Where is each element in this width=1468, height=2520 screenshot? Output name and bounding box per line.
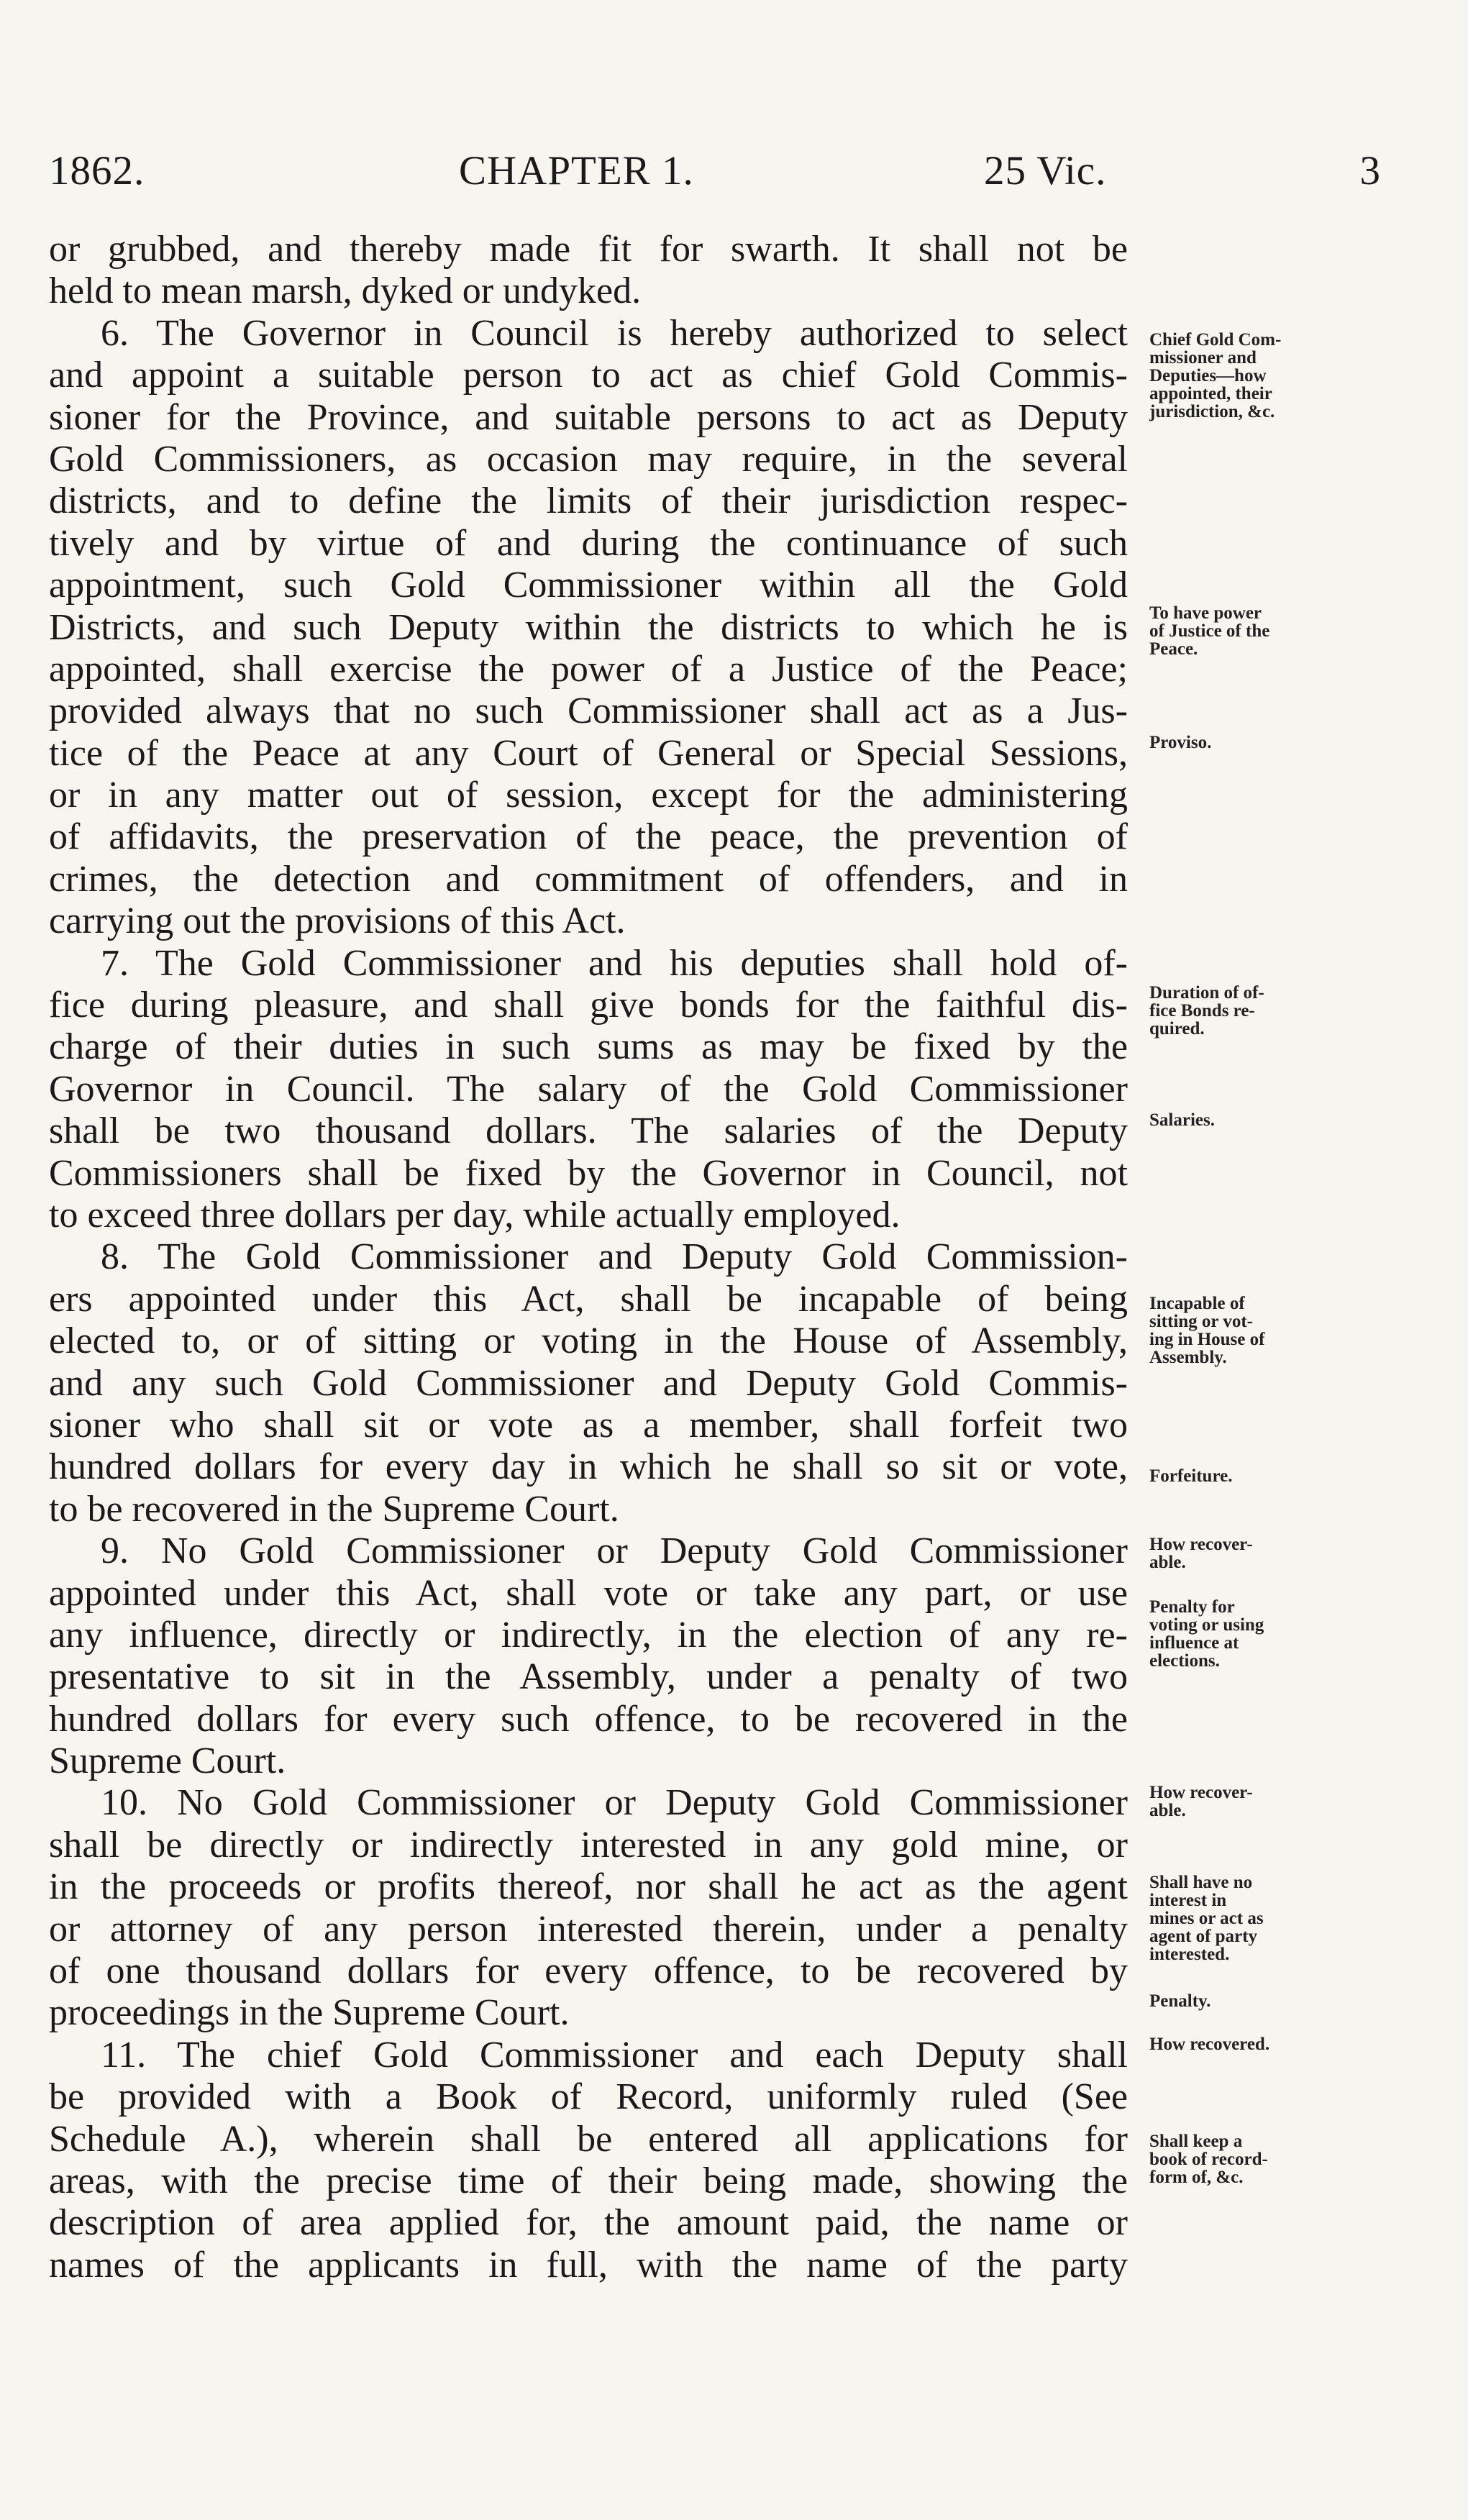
body-line: districts, and to define the limits of their jurisdiction respec- [49,480,1128,522]
body-line: proceedings in the Supreme Court. [49,1992,570,2034]
body-line: description of area applied for, the amount paid, the name or [49,2202,1128,2244]
body-line: 11. The chief Gold Commissioner and each Deputy shall [101,2034,1128,2076]
margin-note-line: Penalty for [1149,1597,1235,1617]
body-line: appointment, such Gold Commissioner within all the Gold [49,565,1128,606]
header-chapter: CHAPTER 1. [459,148,694,193]
body-line: Districts, and such Deputy within the districts to which he is [49,606,1128,648]
body-line: areas, with the precise time of their being made, showing the [49,2160,1128,2201]
running-head [49,147,1381,205]
margin-note-line: appointed, their [1149,384,1272,403]
body-line: to be recovered in the Supreme Court. [49,1488,619,1530]
body-line: presentative to sit in the Assembly, under a penalty of two [49,1656,1128,1698]
body-line: 6. The Governor in Council is hereby authorized to select [101,312,1128,354]
body-line: hundred dollars for every such offence, to be recovered in the [49,1698,1128,1740]
margin-note-line: Shall have no [1149,1873,1253,1892]
margin-note-line: Penalty. [1149,1991,1211,2011]
margin-note-line: sitting or vot- [1149,1312,1253,1331]
margin-note-line: Incapable of [1149,1294,1245,1313]
body-line: held to mean marsh, dyked or undyked. [49,270,642,312]
margin-note-line: book of record- [1149,2150,1268,2169]
margin-note-line: Forfeiture. [1149,1466,1233,1486]
margin-note [1149,604,1408,658]
margin-note [1149,2035,1408,2053]
margin-note-line: Deputies—how [1149,366,1267,385]
body-line: carrying out the provisions of this Act. [49,900,626,942]
body-line: of one thousand dollars for every offence, to be recovered by [49,1950,1128,1992]
body-line: Supreme Court. [49,1740,286,1782]
body-line: 7. The Gold Commissioner and his deputies shall hold of- [101,942,1128,984]
margin-note-line: elections. [1149,1651,1220,1671]
margin-note [1149,1784,1408,1820]
margin-note [1149,1535,1408,1571]
header-reign: 25 Vic. [984,148,1107,193]
body-line: Schedule A.), wherein shall be entered all applications for [49,2118,1128,2160]
margin-note [1149,1992,1408,2010]
body-line: fice during pleasure, and shall give bonds for the faithful dis- [49,985,1128,1026]
margin-note-line: Proviso. [1149,733,1212,752]
margin-note-line: Shall keep a [1149,2132,1243,2151]
margin-note [1149,1295,1408,1366]
body-line: shall be two thousand dollars. The salaries of the Deputy [49,1110,1128,1152]
margin-note-line: of Justice of the [1149,621,1270,641]
margin-note-line: Salaries. [1149,1110,1215,1130]
margin-note-line: To have power [1149,603,1262,623]
body-text [49,229,1128,2286]
body-line: hundred dollars for every day in which he shall so sit or vote, [49,1446,1128,1488]
margin-note-line: able. [1149,1553,1186,1572]
margin-note [1149,734,1408,752]
margin-note-line: able. [1149,1801,1186,1820]
body-line: appointed under this Act, shall vote or take any part, or use [49,1572,1128,1614]
margin-note-line: form of, &c. [1149,2168,1244,2187]
margin-note-line: How recover- [1149,1783,1253,1802]
body-line: to exceed three dollars per day, while actually employed. [49,1194,901,1236]
body-line: appointed, shall exercise the power of a Justice of the Peace; [49,648,1128,690]
body-line: 9. No Gold Commissioner or Deputy Gold Commissioner [101,1530,1128,1572]
margin-note [1149,331,1408,421]
margin-note [1149,1598,1408,1670]
body-line: 10. No Gold Commissioner or Deputy Gold Commissioner [101,1782,1128,1824]
margin-note-line: missioner and [1149,348,1257,368]
margin-note-line: agent of party [1149,1927,1257,1946]
body-line: or grubbed, and thereby made fit for swarth. It shall not be [49,229,1128,270]
margin-note-line: ing in House of [1149,1330,1265,1349]
body-line: sioner for the Province, and suitable persons to act as Deputy [49,396,1128,438]
margin-note-line: jurisdiction, &c. [1149,402,1275,421]
margin-note-line: interested. [1149,1945,1230,1964]
body-line: provided always that no such Commissioner shall act as a Jus- [49,690,1128,732]
body-line: elected to, or of sitting or voting in the House of Assembly, [49,1320,1128,1362]
margin-note-line: Duration of of- [1149,983,1264,1003]
margin-note [1149,984,1408,1038]
body-line: ers appointed under this Act, shall be incapable of being [49,1278,1128,1320]
header-year: 1862. [49,148,145,193]
margin-note-line: Peace. [1149,639,1198,659]
body-line: names of the applicants in full, with the name of the party [49,2244,1128,2286]
margin-note [1149,1111,1408,1129]
body-line: in the proceeds or profits thereof, nor shall he act as the agent [49,1866,1128,1908]
body-line: tice of the Peace at any Court of General or Special Sessions, [49,732,1128,774]
margin-note [1149,1467,1408,1485]
margin-note-line: fice Bonds re- [1149,1001,1255,1021]
margin-note-line: quired. [1149,1019,1205,1038]
margin-note-line: Chief Gold Com- [1149,330,1282,350]
margin-note-line: influence at [1149,1633,1239,1653]
page-number: 3 [1359,148,1381,193]
body-line: be provided with a Book of Record, uniformly ruled (See [49,2076,1128,2118]
body-line: shall be directly or indirectly interested in any gold mine, or [49,1824,1128,1866]
body-line: and appoint a suitable person to act as chief Gold Commis- [49,355,1128,396]
body-line: crimes, the detection and commitment of offenders, and in [49,858,1128,900]
body-line: Commissioners shall be fixed by the Governor in Council, not [49,1152,1128,1194]
body-line: or in any matter out of session, except for the administering [49,775,1128,816]
body-line: 8. The Gold Commissioner and Deputy Gold Commission- [101,1236,1128,1278]
body-line: Governor in Council. The salary of the Gold Commissioner [49,1068,1128,1110]
margin-note-line: interest in [1149,1891,1227,1910]
margin-note [1149,2132,1408,2186]
body-line: sioner who shall sit or vote as a member, shall forfeit two [49,1404,1128,1446]
margin-note-line: mines or act as [1149,1909,1264,1928]
margin-note-line: Assembly. [1149,1348,1227,1367]
body-line: charge of their duties in such sums as may be fixed by the [49,1026,1128,1068]
margin-note-line: How recovered. [1149,2035,1270,2054]
margin-note [1149,1873,1408,1963]
body-line: and any such Gold Commissioner and Deputy Gold Commis- [49,1362,1128,1404]
body-line: any influence, directly or indirectly, in the election of any re- [49,1614,1128,1656]
margin-note-line: How recover- [1149,1535,1253,1554]
body-line: Gold Commissioners, as occasion may require, in the several [49,438,1128,480]
margin-note-line: voting or using [1149,1615,1264,1635]
body-line: of affidavits, the preservation of the peace, the prevention of [49,816,1128,858]
body-line: tively and by virtue of and during the continuance of such [49,522,1128,564]
body-line: or attorney of any person interested therein, under a penalty [49,1908,1128,1950]
